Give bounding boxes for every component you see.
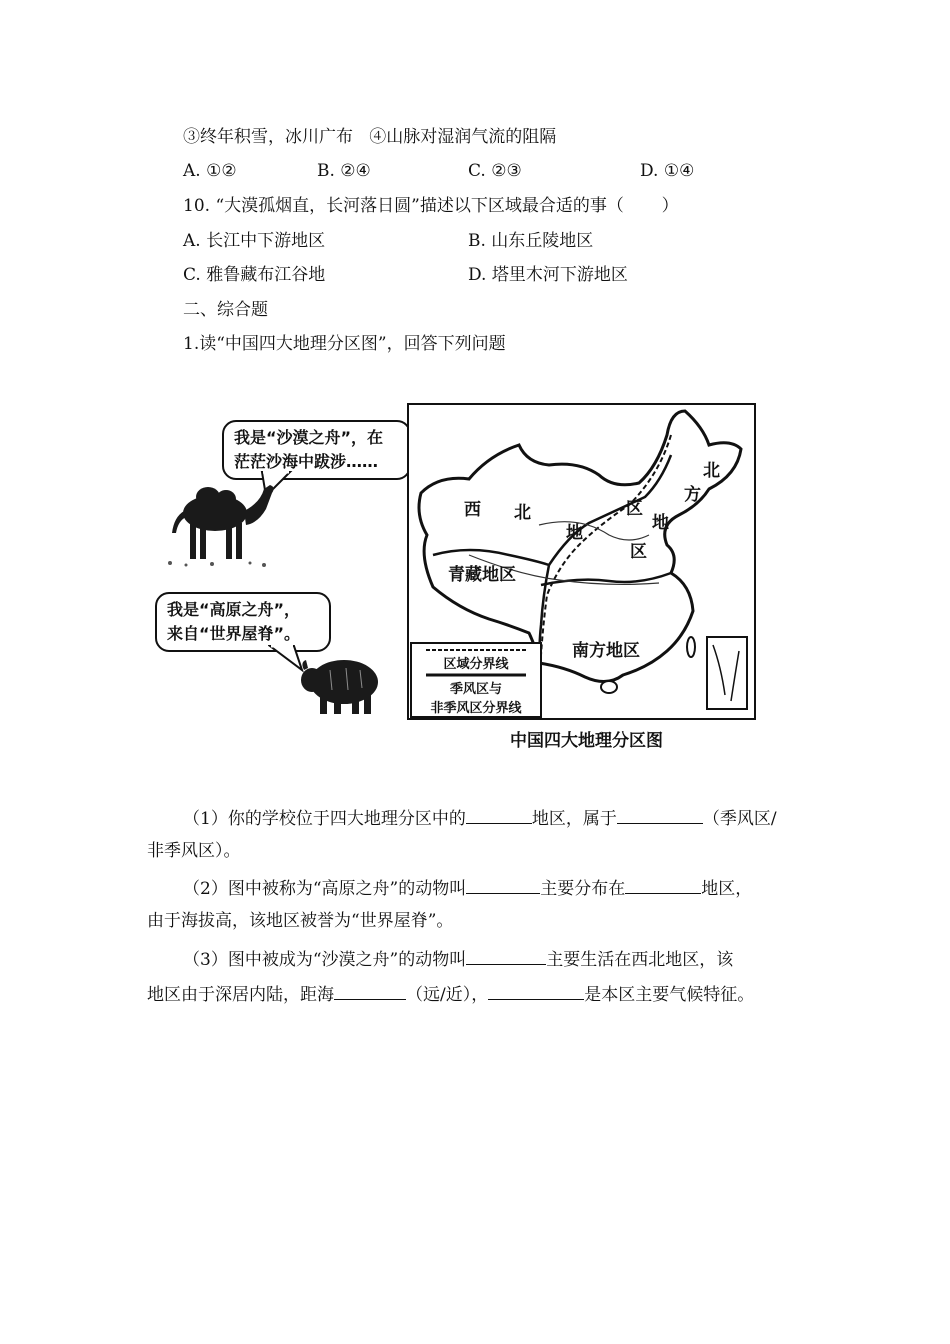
camel-bubble-line1: 我是“沙漠之舟”，在 xyxy=(234,428,384,447)
subq1-line1 xyxy=(183,805,848,830)
subq3-text-e: 是本区主要气候特征。 xyxy=(584,985,755,1005)
legend-line1: 区域分界线 xyxy=(443,657,509,672)
subq3-text-b: 主要生活在西北地区，该 xyxy=(546,950,734,970)
map-legend xyxy=(410,642,542,718)
subq2-blank-region[interactable] xyxy=(625,875,701,894)
section-title: 二、综合题 xyxy=(183,300,268,320)
map-label-north-di: 地 xyxy=(652,513,669,533)
subq2-text-b: 主要分布在 xyxy=(540,879,626,899)
subq1-blank-region[interactable] xyxy=(466,805,532,824)
map-label-xi: 西 xyxy=(464,500,481,520)
subq3-blank-distance[interactable] xyxy=(334,981,406,1000)
subq1-text-c: （季风区/ xyxy=(702,809,777,829)
q1-stem: 1.读“中国四大地理分区图”，回答下列问题 xyxy=(183,334,506,354)
yak-bubble-line1: 我是“高原之舟”， xyxy=(167,600,301,619)
legend-line2: 季风区与 xyxy=(449,682,502,697)
q9-choice-b: B. ②④ xyxy=(317,161,371,181)
subq2-line1 xyxy=(183,875,848,900)
q10-choice-a: A. 长江中下游地区 xyxy=(183,231,326,251)
subq2-text-c: 地区， xyxy=(701,879,753,899)
subq3-blank-animal[interactable] xyxy=(466,946,546,965)
subq3-line2 xyxy=(147,981,812,1006)
camel-speech-bubble xyxy=(222,420,411,480)
legend-line3: 非季风区分界线 xyxy=(430,701,522,716)
q9-choice-a: A. ①② xyxy=(183,161,237,181)
map-label-nanfang: 南方地区 xyxy=(572,641,640,661)
camel-illustration xyxy=(160,475,285,570)
yak-bubble-line2: 来自“世界屋脊”。 xyxy=(167,624,301,643)
map-label-north-fang: 方 xyxy=(684,485,701,505)
yak-illustration xyxy=(300,650,385,718)
q10-choice-d: D. 塔里木河下游地区 xyxy=(468,265,628,285)
subq2-text-a: （2）图中被称为“高原之舟”的动物叫 xyxy=(183,879,467,899)
q9-options-line: ③终年积雪，冰川广布 ④山脉对湿润气流的阻隔 xyxy=(183,127,557,147)
q10-stem: 10. “大漠孤烟直，长河落日圆”描述以下区域最合适的事（ ） xyxy=(183,196,679,216)
map-label-qu: 区 xyxy=(626,499,643,519)
q10-choice-c: C. 雅鲁藏布江谷地 xyxy=(183,265,326,285)
q9-choice-d: D. ①④ xyxy=(640,161,695,181)
subq3-text-c: 地区由于深居内陆，距海 xyxy=(147,985,334,1005)
q10-choice-b: B. 山东丘陵地区 xyxy=(468,231,594,251)
subq3-text-d: （远/近）， xyxy=(406,985,489,1005)
map-label-di: 地 xyxy=(566,523,583,543)
map-label-north-qu: 区 xyxy=(630,542,647,562)
q9-choice-c: C. ②③ xyxy=(468,161,522,181)
camel-bubble-line2: 茫茫沙海中跋涉…… xyxy=(234,452,379,471)
map-label-qingzang: 青藏地区 xyxy=(448,565,516,585)
subq1-text-a: （1）你的学校位于四大地理分区中的 xyxy=(183,809,466,829)
south-china-sea-inset xyxy=(707,637,747,709)
map-label-bei: 北 xyxy=(514,503,531,523)
subq2-line2: 由于海拔高，该地区被誉为“世界屋脊”。 xyxy=(147,911,454,931)
subq3-line1 xyxy=(183,946,848,971)
subq1-blank-zone[interactable] xyxy=(617,805,703,824)
subq2-blank-animal[interactable] xyxy=(466,875,540,894)
subq1-line2: 非季风区）。 xyxy=(147,841,241,861)
subq3-blank-climate[interactable] xyxy=(488,981,584,1000)
subq1-text-b: 地区，属于 xyxy=(531,809,617,829)
yak-speech-bubble xyxy=(155,592,331,652)
subq3-text-a: （3）图中被成为“沙漠之舟”的动物叫 xyxy=(183,950,467,970)
figure-caption: 中国四大地理分区图 xyxy=(510,731,663,751)
map-label-north-bei: 北 xyxy=(703,461,720,481)
